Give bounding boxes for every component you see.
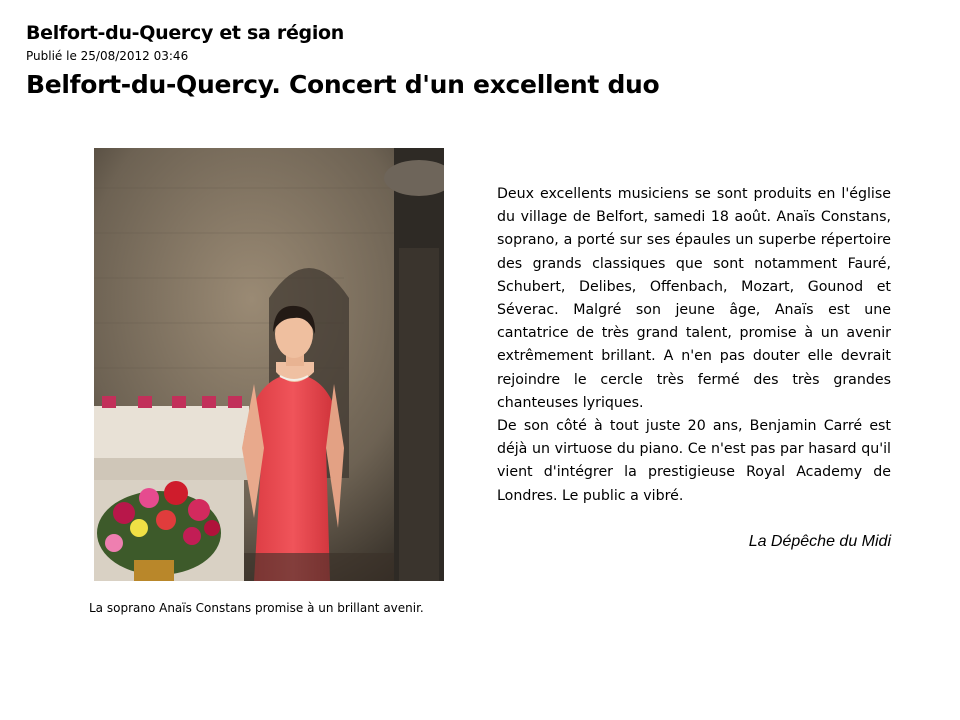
- paragraph: Deux excellents musiciens se sont produits en l'église du village de Belfort, samedi 18 août. Anaïs Constans, soprano, a porté sur ses épaules un superbe répertoire des grands classiques que sont notamment Fauré, Schubert, Delibes, Offenbach, Mozart, Gounod et Séverac. Malgré son jeune âge, Anaïs est une cantatrice de très grand talent, promise à un avenir extrêmement brillant. A n'en pas douter elle devrait rejoindre le cercle très fermé des très grandes chanteuses lyriques.: [497, 186, 891, 411]
- paragraph: De son côté à tout juste 20 ans, Benjamin Carré est déjà un virtuose du piano. Ce n'est pas par hasard qu'il vient d'intégrer la prestigieuse Royal Academy de Londres. Le public a vibré.: [497, 418, 891, 504]
- concert-photo: [94, 148, 444, 581]
- publication-date: Publié le 25/08/2012 03:46: [26, 49, 189, 63]
- section-title: Belfort-du-Quercy et sa région: [26, 22, 345, 44]
- article-body: [497, 183, 891, 508]
- photo-caption: La soprano Anaïs Constans promise à un brillant avenir.: [89, 601, 424, 615]
- headline: Belfort-du-Quercy. Concert d'un excellent duo: [26, 70, 660, 99]
- source-credit: La Dépêche du Midi: [748, 533, 891, 550]
